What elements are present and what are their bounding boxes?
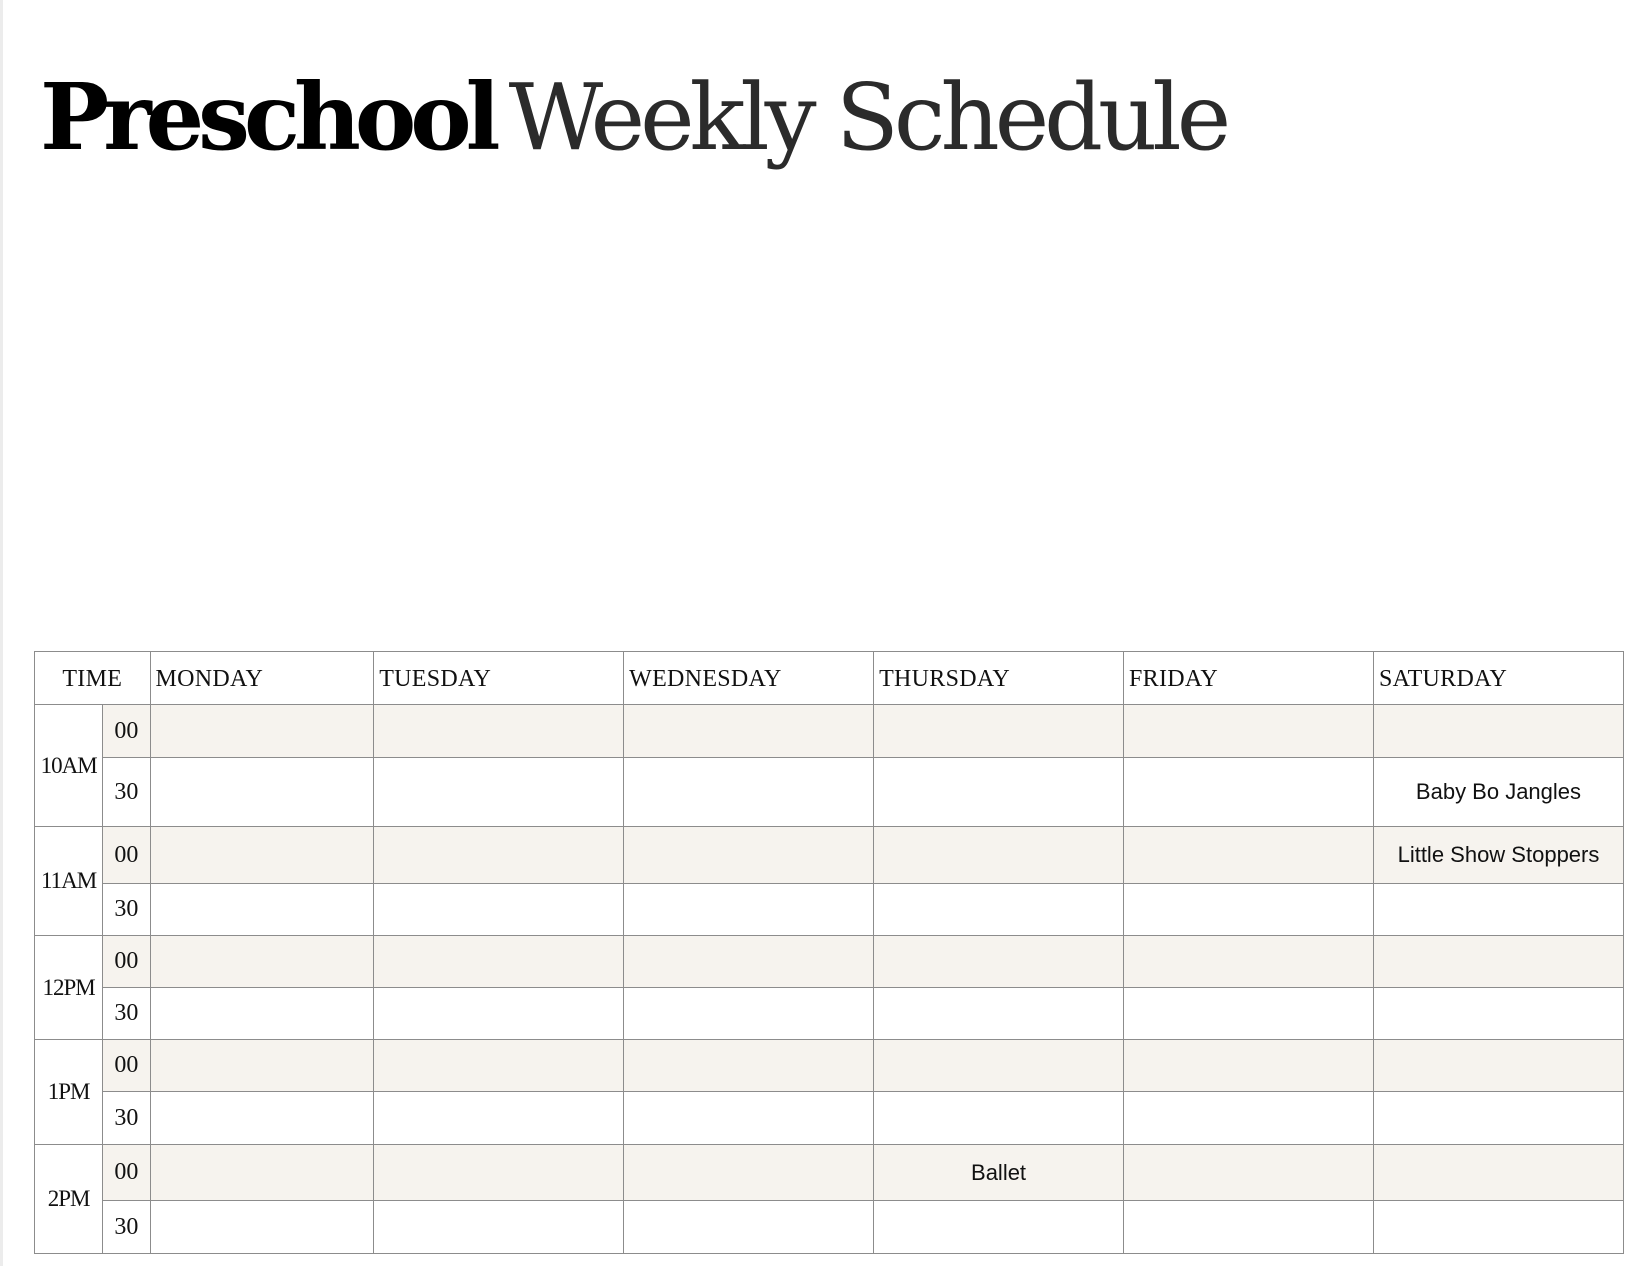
header-time: TIME: [35, 652, 151, 705]
event-cell[interactable]: [1373, 988, 1623, 1040]
event-cell[interactable]: [624, 1145, 874, 1201]
event-cell[interactable]: [1373, 1145, 1623, 1201]
event-cell[interactable]: [1124, 758, 1374, 827]
hour-label: 11AM: [35, 827, 103, 936]
header-day: TUESDAY: [374, 652, 624, 705]
event-cell[interactable]: [624, 1040, 874, 1092]
minute-label: 00: [103, 936, 150, 988]
event-cell[interactable]: [150, 827, 374, 884]
event-cell[interactable]: [624, 1201, 874, 1254]
event-cell[interactable]: [624, 884, 874, 936]
minute-label: 30: [103, 1092, 150, 1145]
slot-row: [35, 884, 1624, 936]
event-cell[interactable]: [1124, 1040, 1374, 1092]
hour-label: 12PM: [35, 936, 103, 1040]
hour-label: 10AM: [35, 705, 103, 827]
event-cell[interactable]: Ballet: [874, 1145, 1124, 1201]
event-cell[interactable]: [150, 1145, 374, 1201]
event-cell[interactable]: [1124, 1092, 1374, 1145]
minute-label: 30: [103, 1201, 150, 1254]
event-cell[interactable]: [874, 758, 1124, 827]
event-cell[interactable]: [150, 1201, 374, 1254]
minute-label: 30: [103, 758, 150, 827]
title-bold: Preschool: [40, 63, 495, 171]
event-cell[interactable]: [1124, 884, 1374, 936]
event-cell[interactable]: [374, 1145, 624, 1201]
hour-label: 1PM: [35, 1040, 103, 1145]
event-cell[interactable]: [874, 884, 1124, 936]
event-cell[interactable]: [374, 1040, 624, 1092]
event-cell[interactable]: [374, 988, 624, 1040]
event-cell[interactable]: [374, 827, 624, 884]
event-cell[interactable]: [874, 1201, 1124, 1254]
event-cell[interactable]: [374, 884, 624, 936]
event-cell[interactable]: Little Show Stoppers: [1373, 827, 1623, 884]
event-cell[interactable]: [1124, 988, 1374, 1040]
event-cell[interactable]: [1124, 1145, 1374, 1201]
event-cell[interactable]: [1373, 1092, 1623, 1145]
slot-row: [35, 1092, 1624, 1145]
event-cell[interactable]: [874, 1040, 1124, 1092]
page-title: [40, 62, 1226, 173]
event-cell[interactable]: [1373, 936, 1623, 988]
event-cell[interactable]: [150, 758, 374, 827]
event-cell[interactable]: [1124, 827, 1374, 884]
event-cell[interactable]: [874, 936, 1124, 988]
event-cell[interactable]: [150, 705, 374, 758]
event-cell[interactable]: [150, 1040, 374, 1092]
event-cell[interactable]: [1124, 705, 1374, 758]
header-day: MONDAY: [150, 652, 374, 705]
event-cell[interactable]: [1373, 705, 1623, 758]
slot-row: [35, 827, 1624, 884]
minute-label: 00: [103, 1040, 150, 1092]
event-cell[interactable]: [1124, 1201, 1374, 1254]
event-cell[interactable]: [150, 1092, 374, 1145]
event-cell[interactable]: [874, 827, 1124, 884]
event-cell[interactable]: [374, 936, 624, 988]
event-cell[interactable]: [150, 936, 374, 988]
slot-row: [35, 1201, 1624, 1254]
slot-row: [35, 1040, 1624, 1092]
event-cell[interactable]: [1373, 884, 1623, 936]
title-light: Weekly Schedule: [508, 64, 1227, 171]
event-cell[interactable]: [874, 988, 1124, 1040]
header-day: FRIDAY: [1124, 652, 1374, 705]
event-cell[interactable]: [1373, 1201, 1623, 1254]
event-cell[interactable]: [150, 988, 374, 1040]
schedule-table: [34, 651, 1624, 1254]
event-cell[interactable]: [374, 1201, 624, 1254]
event-cell[interactable]: [624, 936, 874, 988]
hour-label: 2PM: [35, 1145, 103, 1254]
header-day: SATURDAY: [1373, 652, 1623, 705]
event-cell[interactable]: [624, 827, 874, 884]
slot-row: [35, 1145, 1624, 1201]
slot-row: [35, 936, 1624, 988]
event-cell[interactable]: [624, 1092, 874, 1145]
event-cell[interactable]: [374, 1092, 624, 1145]
event-cell[interactable]: [374, 758, 624, 827]
event-cell[interactable]: [624, 758, 874, 827]
event-cell[interactable]: Baby Bo Jangles: [1373, 758, 1623, 827]
minute-label: 30: [103, 884, 150, 936]
slot-row: [35, 705, 1624, 758]
header-row: [35, 652, 1624, 705]
minute-label: 00: [103, 705, 150, 758]
event-cell[interactable]: [874, 705, 1124, 758]
slot-row: [35, 758, 1624, 827]
header-day: THURSDAY: [874, 652, 1124, 705]
event-cell[interactable]: [624, 705, 874, 758]
minute-label: 00: [103, 827, 150, 884]
minute-label: 30: [103, 988, 150, 1040]
event-cell[interactable]: [624, 988, 874, 1040]
event-cell[interactable]: [1373, 1040, 1623, 1092]
event-cell[interactable]: [1124, 936, 1374, 988]
page-left-edge: [0, 0, 3, 1266]
event-cell[interactable]: [150, 884, 374, 936]
event-cell[interactable]: [874, 1092, 1124, 1145]
minute-label: 00: [103, 1145, 150, 1201]
event-cell[interactable]: [374, 705, 624, 758]
header-day: WEDNESDAY: [624, 652, 874, 705]
slot-row: [35, 988, 1624, 1040]
